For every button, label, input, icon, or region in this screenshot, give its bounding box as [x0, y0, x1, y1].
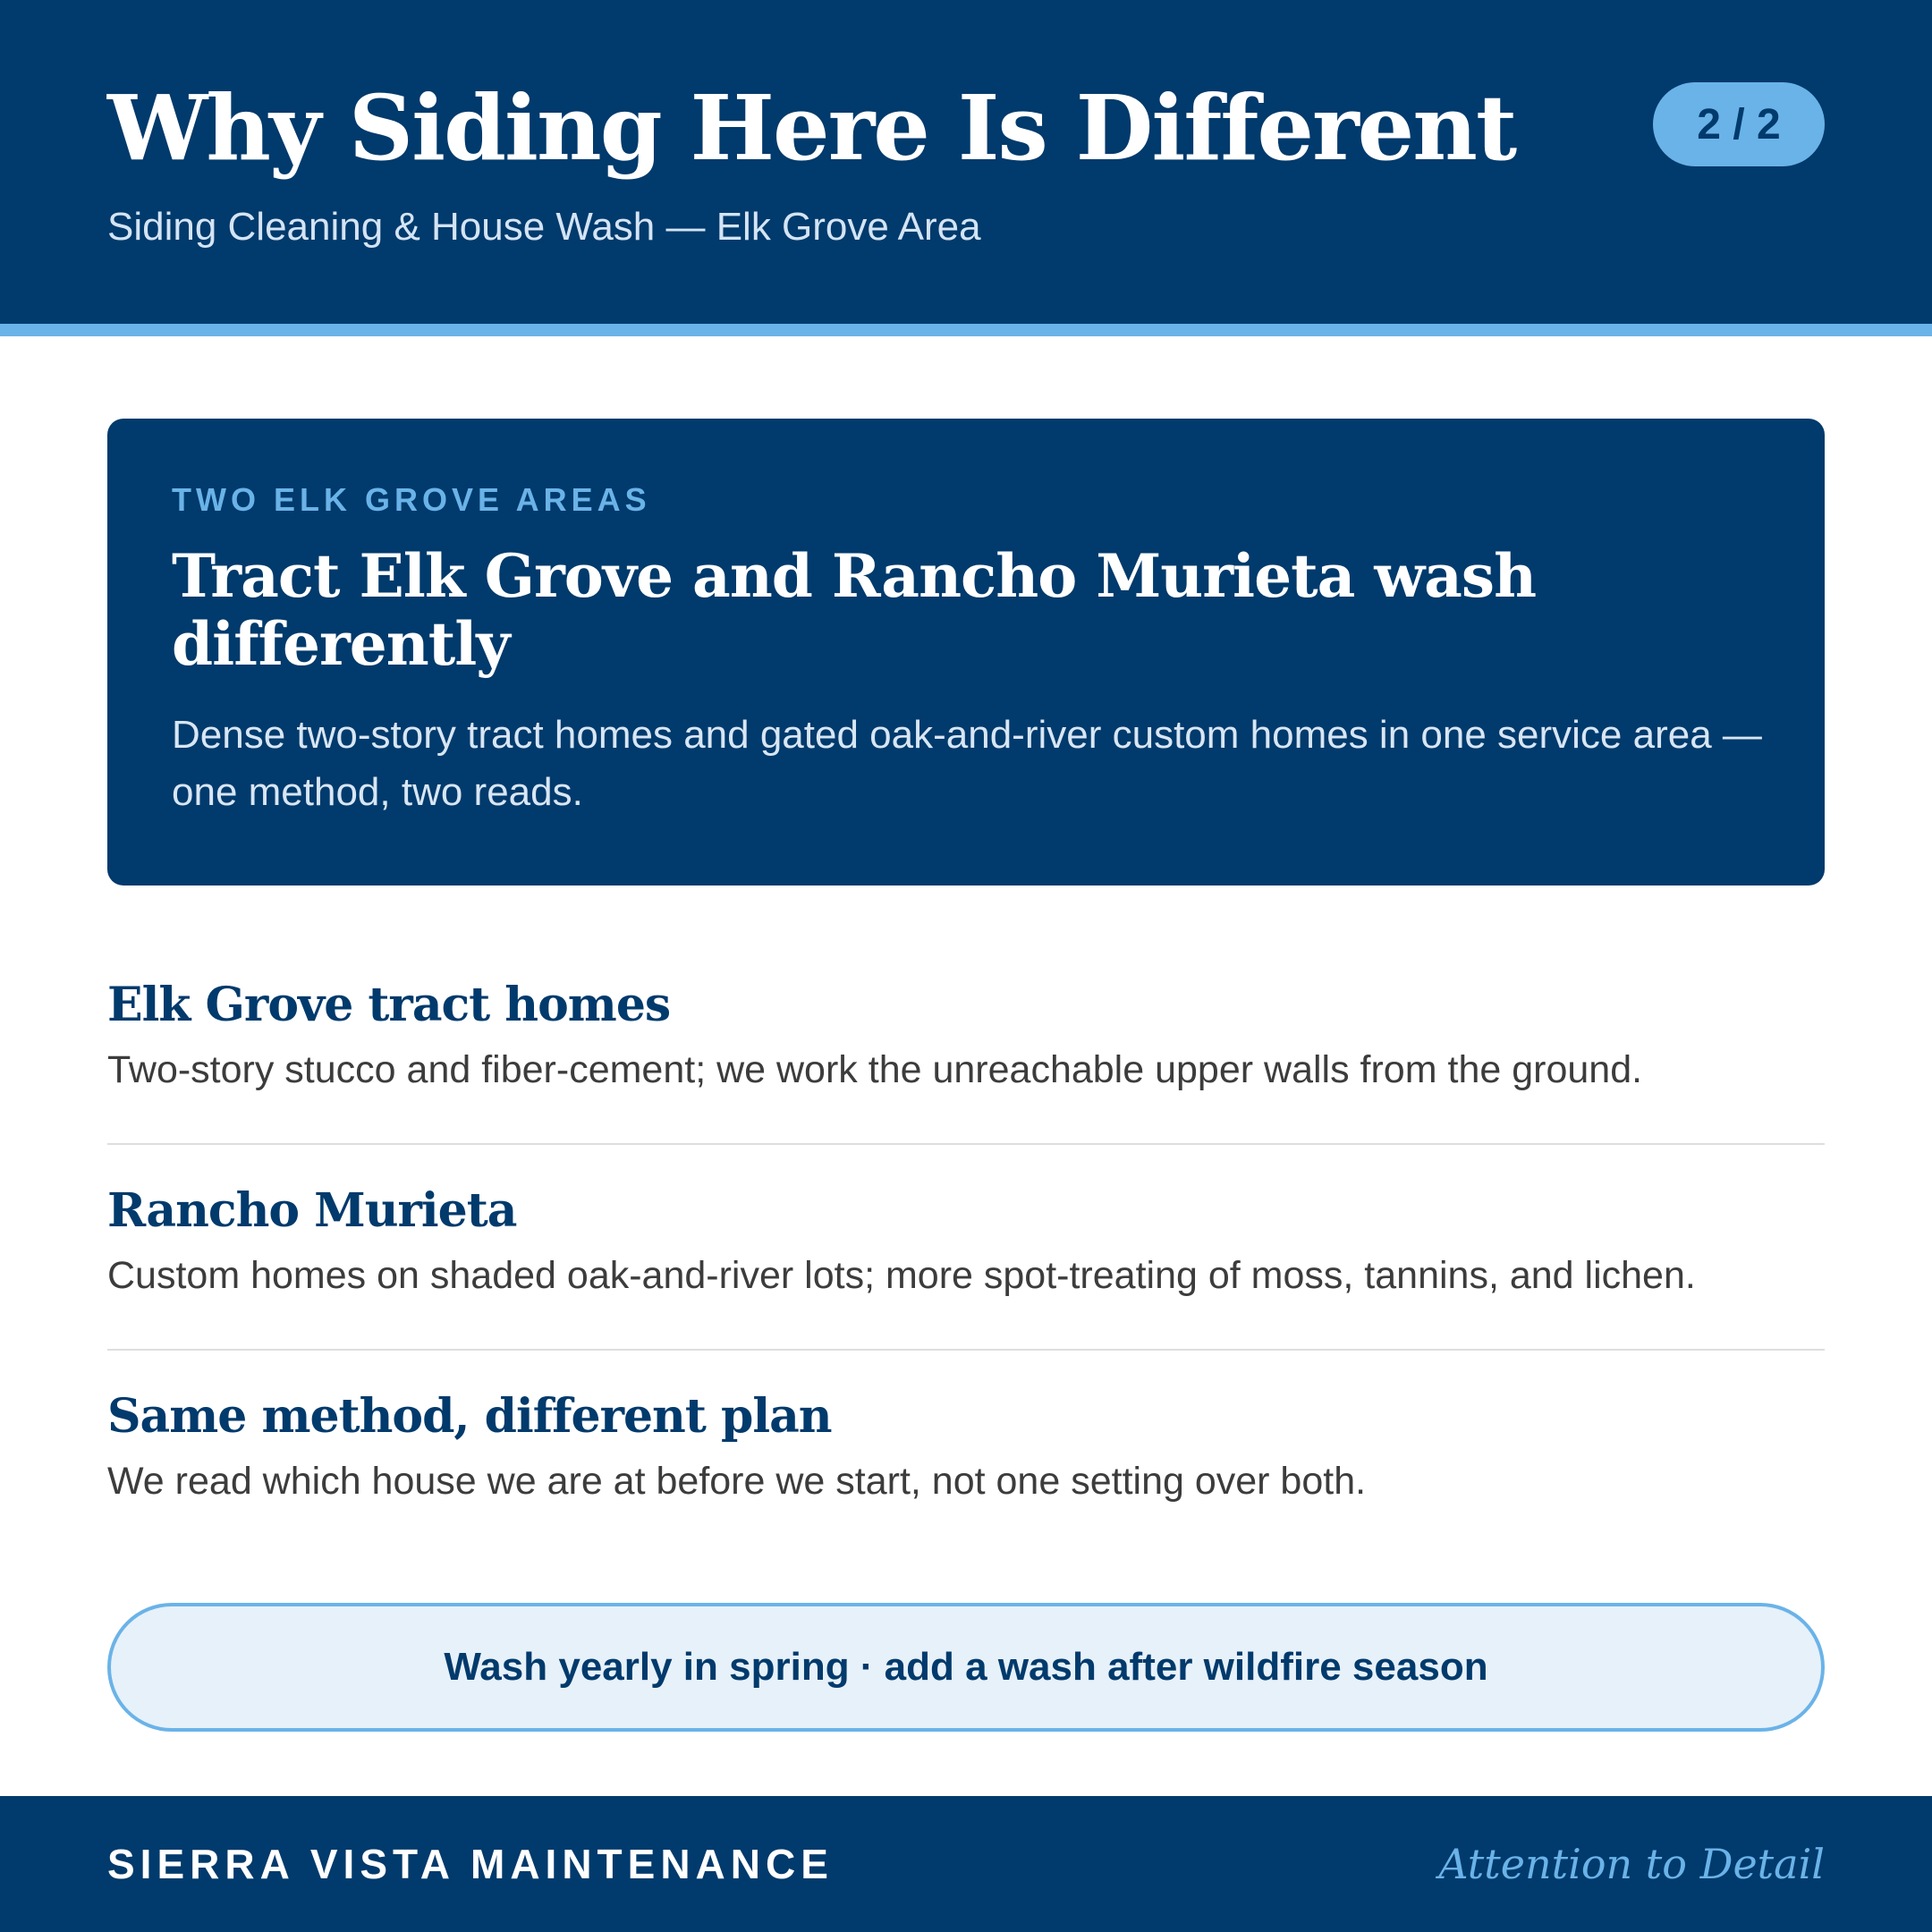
section-title: Same method, different plan: [107, 1389, 832, 1444]
section-description: Custom homes on shaded oak-and-river lots; more spot-treating of moss, tannins, and lichen.: [107, 1254, 1696, 1297]
hero-title: Tract Elk Grove and Rancho Murieta wash differently: [172, 541, 1537, 679]
page-title: Why Siding Here Is Different: [107, 75, 1516, 181]
footer-brand: SIERRA VISTA MAINTENANCE: [107, 1841, 834, 1887]
section-rancho-murieta: [107, 1182, 1825, 1301]
section-divider: [107, 1349, 1825, 1351]
page-indicator-badge: 2 / 2: [1653, 82, 1825, 166]
section-description: We read which house we are at before we start, not one setting over both.: [107, 1460, 1367, 1503]
hero-description: Dense two-story tract homes and gated oak-and-river custom homes in one service area — one method, two reads.: [172, 713, 1762, 814]
section-title: Rancho Murieta: [107, 1183, 517, 1238]
schedule-callout: Wash yearly in spring · add a wash after wildfire season: [107, 1603, 1825, 1732]
header-accent-stripe: [0, 324, 1932, 336]
hero-card: [107, 419, 1825, 886]
footer-tagline: Attention to Detail: [1438, 1840, 1825, 1888]
section-same-method: [107, 1388, 1825, 1506]
section-title: Elk Grove tract homes: [107, 978, 671, 1032]
section-elk-grove-tract: [107, 977, 1825, 1095]
section-divider: [107, 1143, 1825, 1145]
hero-eyebrow: TWO ELK GROVE AREAS: [172, 481, 651, 518]
section-description: Two-story stucco and fiber-cement; we work the unreachable upper walls from the ground.: [107, 1048, 1643, 1091]
footer-bar: [0, 1796, 1932, 1932]
header-banner: [0, 0, 1932, 324]
page-subtitle: Siding Cleaning & House Wash — Elk Grove Area: [107, 205, 981, 249]
